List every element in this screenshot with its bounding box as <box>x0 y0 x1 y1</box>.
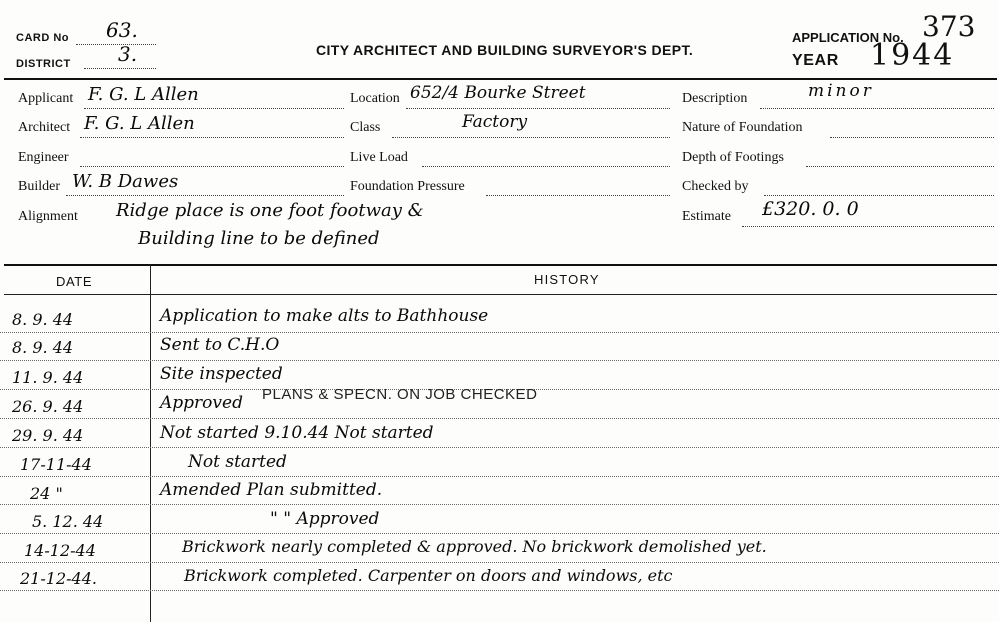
history-entry: " " Approved <box>270 509 380 529</box>
class-underline <box>392 137 670 138</box>
architect-value: F. G. L Allen <box>84 113 195 134</box>
row-rule <box>0 418 999 419</box>
row-rule <box>0 447 999 448</box>
applicant-value: F. G. L Allen <box>88 84 199 105</box>
alignment-label: Alignment <box>18 209 78 224</box>
depth-underline <box>806 166 994 167</box>
foundation-pressure-underline <box>486 195 670 196</box>
live-load-label: Live Load <box>350 150 408 165</box>
history-top-rule <box>4 264 997 266</box>
history-entry: Approved <box>160 393 243 413</box>
applicant-label: Applicant <box>18 91 74 106</box>
card-no-value: 63. <box>106 18 138 42</box>
history-date: 8. 9. 44 <box>12 310 74 329</box>
history-date: 8. 9. 44 <box>12 338 74 357</box>
history-date: 26. 9. 44 <box>12 397 84 416</box>
engineer-label: Engineer <box>18 150 69 165</box>
checked-label: Checked by <box>682 179 749 194</box>
history-date: 17-11-44 <box>20 455 92 474</box>
estimate-label: Estimate <box>682 209 731 224</box>
history-date: 24 " <box>30 484 63 503</box>
builder-label: Builder <box>18 179 60 194</box>
depth-label: Depth of Footings <box>682 150 784 165</box>
history-entry: Sent to C.H.O <box>160 335 280 355</box>
location-underline <box>406 108 670 109</box>
foundation-pressure-label: Foundation Pressure <box>350 179 465 194</box>
card-no-underline <box>76 44 156 45</box>
history-column-header: HISTORY <box>534 272 600 287</box>
history-entry: Application to make alts to Bathhouse <box>160 306 489 326</box>
history-entry: Brickwork nearly completed & approved. No brickwork demolished yet. <box>182 537 767 556</box>
history-date: 29. 9. 44 <box>12 426 84 445</box>
history-entry: Amended Plan submitted. <box>160 480 383 500</box>
class-value: Factory <box>462 112 528 132</box>
row-rule <box>0 562 999 563</box>
builder-underline <box>66 195 344 196</box>
class-label: Class <box>350 120 381 135</box>
application-value: 373 <box>922 10 976 43</box>
year-value: 1944 <box>870 38 955 73</box>
live-load-underline <box>422 166 670 167</box>
history-date: 21-12-44. <box>20 569 97 588</box>
architect-underline <box>80 137 344 138</box>
district-label: DISTRICT <box>16 58 71 70</box>
estimate-underline <box>742 226 994 227</box>
nature-label: Nature of Foundation <box>682 120 803 135</box>
history-entry: Site inspected <box>160 364 283 384</box>
year-label: YEAR <box>792 52 839 69</box>
header-rule <box>4 78 997 80</box>
history-date: 14-12-44 <box>24 541 96 560</box>
nature-underline <box>830 137 994 138</box>
architect-label: Architect <box>18 120 71 135</box>
application-label: APPLICATION No. <box>792 30 904 45</box>
description-label: Description <box>682 91 748 106</box>
row-rule <box>0 332 999 333</box>
history-entry: Brickwork completed. Carpenter on doors and windows, etc <box>184 566 673 585</box>
history-entry: Not started <box>188 452 287 472</box>
estimate-value: £320. 0. 0 <box>762 198 859 220</box>
applicant-underline <box>84 108 344 109</box>
location-label: Location <box>350 91 400 106</box>
row-rule <box>0 476 999 477</box>
row-rule <box>0 504 999 505</box>
dept-title: CITY ARCHITECT AND BUILDING SURVEYOR'S DEPT. <box>316 42 694 58</box>
district-underline <box>84 68 156 69</box>
history-date: 5. 12. 44 <box>32 512 104 531</box>
checked-underline <box>764 195 994 196</box>
history-date: 11. 9. 44 <box>12 368 84 387</box>
description-value: minor <box>808 81 874 101</box>
inspection-stamp: PLANS & SPECN. ON JOB CHECKED <box>262 386 538 403</box>
history-entry: Not started 9.10.44 Not started <box>160 423 434 443</box>
row-rule <box>0 360 999 361</box>
history-header-rule <box>4 294 997 295</box>
row-rule <box>0 590 999 591</box>
alignment-value-1: Ridge place is one foot footway & <box>116 200 424 221</box>
date-column-header: DATE <box>56 274 93 289</box>
engineer-underline <box>80 166 344 167</box>
location-value: 652/4 Bourke Street <box>410 83 586 103</box>
row-rule <box>0 533 999 534</box>
builder-value: W. B Dawes <box>72 171 179 192</box>
description-underline <box>760 108 994 109</box>
card-no-label: CARD No <box>16 32 69 44</box>
district-value: 3. <box>118 42 138 66</box>
alignment-value-2: Building line to be defined <box>138 228 380 249</box>
